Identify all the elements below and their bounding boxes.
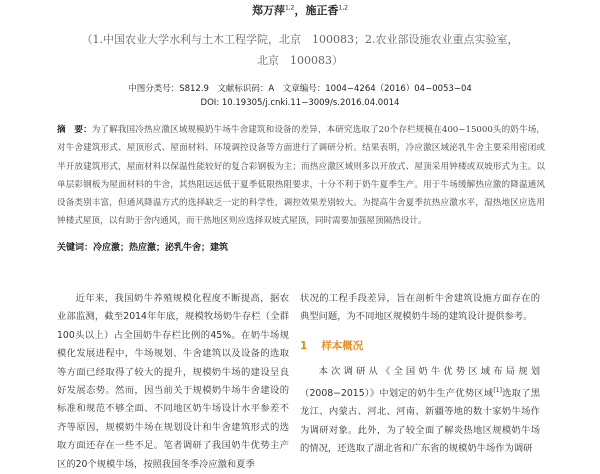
section-title: 样本概况 bbox=[321, 339, 364, 352]
affiliation-line: （1.中国农业大学水利与土木工程学院，北京 100083；2.农业部设施农业重点实验室， bbox=[81, 33, 519, 46]
author-name: 施正香 bbox=[305, 4, 339, 17]
author-affiliation-mark: 1,2 bbox=[284, 4, 295, 12]
abstract-label: 摘 要： bbox=[57, 125, 92, 135]
body-paragraph: 状况的工程手段差异，旨在剖析牛舍建筑设施方面存在的典型问题，为不同地区规模奶牛场的建筑设计提供参考。 bbox=[300, 293, 540, 323]
author-name: 郑万萍 bbox=[251, 4, 285, 17]
affiliation-line: 北京 100083） bbox=[257, 54, 343, 67]
classification-info: 中图分类号：S812.9 文献标识码：A 文章编号：1004−4264（2016）04−0053−04 bbox=[128, 84, 472, 94]
left-column bbox=[57, 290, 289, 474]
body-paragraph bbox=[300, 363, 540, 458]
separator: ， bbox=[294, 4, 306, 17]
right-column bbox=[300, 290, 540, 458]
abstract bbox=[57, 121, 545, 231]
body-paragraph: 近年来，我国奶牛养殖规模化程度不断提高，据农业部监测，截至2014年年底，规模牧场奶牛存栏（全群100头以上）占全国奶牛存栏比例的45%。在奶牛场规模化发展进程中，牛场规划、牛舍建筑以及设备的选取等方面已经取得了较大的提升，规模奶牛场的建设呈良好发展态势。然而，因当前关于规模奶牛场牛舍建设的标准和规范不够全面、不同地区奶牛场设计水平参差不齐等原因，规模奶牛场在规划设计和牛舍建筑形式的选取方面还存在一些不足。笔者调研了我国奶牛优势主产区的20个规模牛场，按照我国冬季冷应激和夏季 bbox=[57, 293, 289, 470]
section-number: 1 bbox=[300, 339, 308, 352]
paragraph-text: 选取了黑龙江、内蒙古、河北、河南、新疆等地的数十家奶牛场作为调研对象。此外，为了较全面了解炎热地区规模奶牛场的情况，还选取了湖北省和广东省的规模奶牛场作为调研 bbox=[300, 387, 540, 454]
doi: DOI: 10.19305/j.cnki.11−3009/s.2016.04.0014 bbox=[200, 98, 400, 108]
citation-ref[interactable]: [1] bbox=[493, 386, 502, 394]
author-affiliation-mark: 1,2 bbox=[338, 4, 349, 12]
authors bbox=[0, 2, 600, 18]
keywords: 关键词：冷应激；热应激；泌乳牛舍；建筑 bbox=[57, 243, 229, 253]
abstract-text: 为了解我国冷热应激区域规模奶牛场牛舍建筑和设备的差异，本研究选取了20个存栏规模在400~15000头的奶牛场，对牛舍建筑形式、屋顶形式、屋面材料、环境调控设备等方面进行了调研分析。结果表明，冷应激区域泌乳牛舍主要采用密闭或半开放建筑形式，屋面材料以保温性能较好的复合彩钢板为主；而热应激区域则多以开放式、屋顶采用钟楼或双坡形式为主。以单层彩钢板为屋面材料的牛舍，其热阻远远低于夏季低限热阻要求，十分不利于奶牛夏季生产。用于牛场缓解热应激的降温通风设备类别丰富，但通风降温方式的选择缺乏一定的科学性，调控效果差别较大。为提高牛舍夏季抗热应激水平，湿热地区应选用钟楼式屋顶，以有助于舍内通风，而干热地区则应选择双坡式屋顶，同时需要加强屋顶隔热设计。 bbox=[57, 125, 545, 227]
section-heading bbox=[300, 337, 540, 355]
paragraph-text: 本次调研从《全国奶牛优势区域布局规划（2008−2015）》中划定的奶牛生产优势区域 bbox=[300, 366, 540, 399]
